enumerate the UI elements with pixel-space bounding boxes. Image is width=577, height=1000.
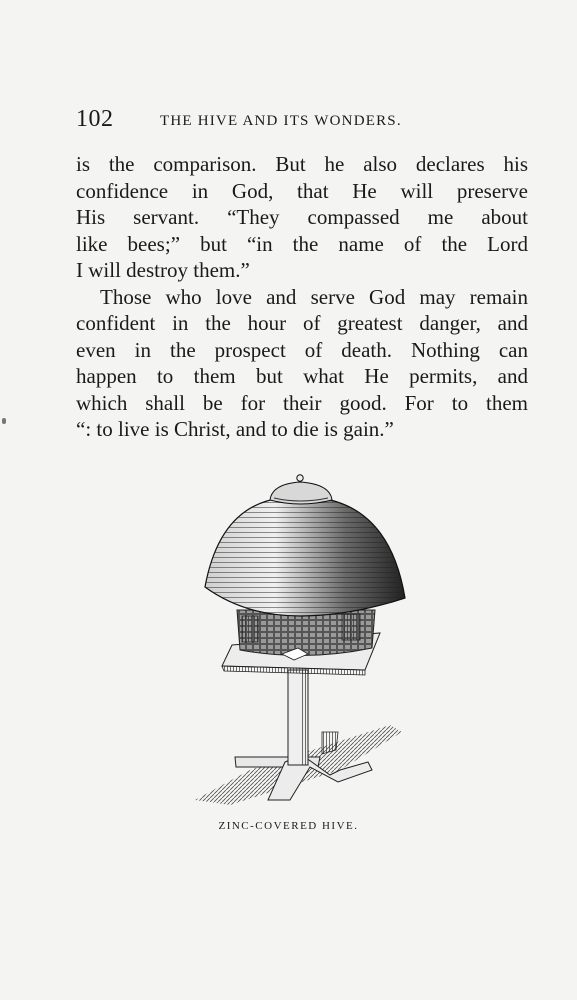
zinc-hive-illustration [190,470,410,810]
text-line: is the comparison. But he also declares his [76,152,528,176]
text-line: confident in the hour of greatest danger, and [76,311,528,335]
text-line: I will destroy them.” [76,258,250,282]
text-line: like bees;” but “in the name of the Lord [76,231,528,256]
hive-knob [297,475,303,481]
body-text [76,151,528,443]
page-number: 102 [76,106,114,132]
text-line: “: to live is Christ, and to die is gain.” [76,417,394,441]
page-header [76,106,528,136]
text-line: which shall be for their good. For to them [76,390,528,415]
text-line: even in the prospect of death. Nothing can [76,337,528,362]
figure-caption: ZINC-COVERED HIVE. [218,820,359,832]
text-line: confidence in God, that He will preserve [76,178,528,203]
text-line: happen to them but what He permits, and [76,364,528,388]
running-title: THE HIVE AND ITS WONDERS. [160,113,402,129]
text-line: His servant. “They compassed me about [76,205,528,229]
text-line: Those who love and serve God may remain [100,284,528,309]
margin-speck [2,418,6,424]
